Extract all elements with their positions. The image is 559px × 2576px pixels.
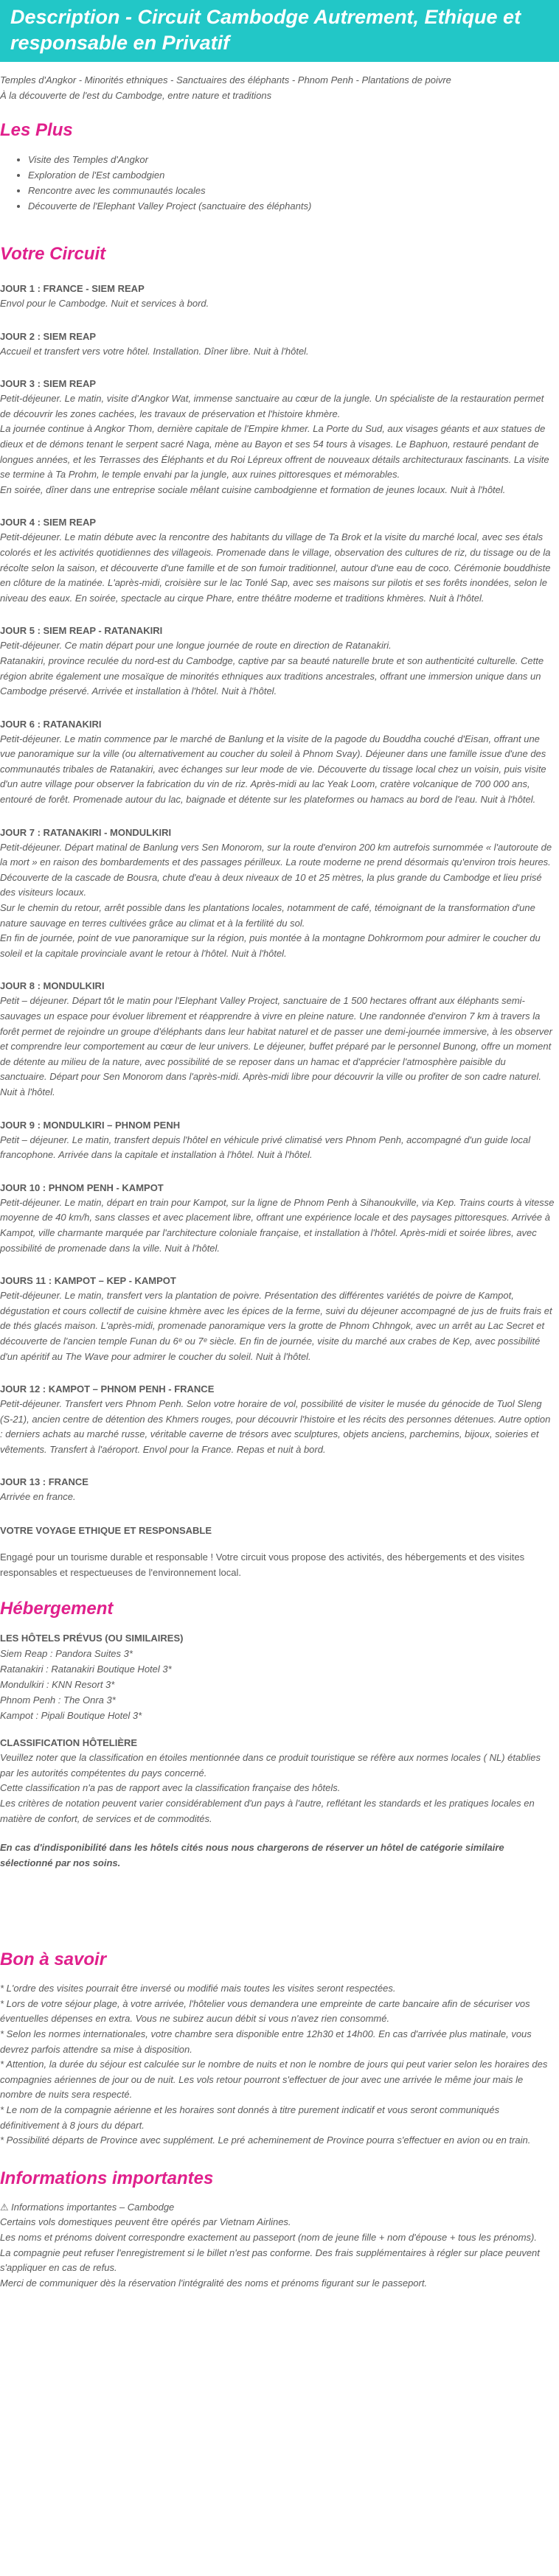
day-text: Ratanakiri, province reculée du nord-est du Cambodge, captive par sa beauté naturelle brute et son authenticité culturelle. Cette région abrite également une mosaïque de minorités ethniques aux traditions ancestrales, offrant une immersion unique dans un Cambodge préservé. Arrivée et installation à l'hôtel. Nuit à l'hôtel. [0, 655, 544, 697]
page-title: Description - Circuit Cambodge Autrement, Ethique et responsable en Privatif [0, 0, 559, 62]
day-block [0, 717, 555, 808]
intro [0, 72, 555, 103]
day-title: JOUR 8 : MONDULKIRI [0, 980, 105, 992]
info-item: Certains vols domestiques peuvent être opérés par Vietnam Airlines. [0, 2216, 291, 2228]
day-text: Petit-déjeuner. Le matin, visite d'Angkor Wat, immense sanctuaire au cœur de la jungle. Un spécialiste de la restauration permet de découvrir les zones cachées, les travaux de préservation et l'histoire khmère. [0, 393, 544, 419]
day-text: Sur le chemin du retour, arrêt possible dans les plantations locales, notamment de café, témoignant de la transformation d'une nature sauvage en terres cultivées grâce au climat et à la fertilité du sol. [0, 902, 535, 929]
day-text: Arrivée en france. [0, 1491, 76, 1503]
list-item: • Visite des Temples d'Angkor [28, 152, 555, 167]
day-text: Petit-déjeuner. Le matin, transfert vers la plantation de poivre. Présentation des différentes variétés de poivre de Kampot, dégustation et cours collectif de cuisine khmère avec les épices de la ferme, suivi du déjeuner accompagné de jus de fruits frais et de thés glacés maison. L'après-midi, promenade panoramique vers la grotte de Phnom Chhngok, avec un arrêt au Lac Secret et découverte de l'ancien temple Funan du 6ᵉ ou 7ᵉ siècle. En fin de journée, visite du marché aux crabes de Kep, avec possibilité d'un apéritif au The Wave pour admirer le coucher du soleil. Nuit à l'hôtel. [0, 1290, 552, 1362]
hotels-list [0, 1646, 555, 1723]
day-block [0, 1181, 555, 1256]
classification-text [0, 1751, 555, 1826]
hebergement-heading: Hébergement [0, 1599, 114, 1619]
content [0, 72, 559, 2291]
day-title: JOUR 2 : SIEM REAP [0, 330, 97, 342]
day-text: En fin de journée, point de vue panoramique sur la région, puis montée à la montagne Dohkrormom pour admirer le coucher du soleil et la capitale provinciale avant le retour à l'hôtel. Nuit à l'hôtel. [0, 932, 541, 959]
day-text: Petit-déjeuner. Le matin débute avec la rencontre des habitants du village de Ta Brok et la visite du marché local, avec ses étals colorés et les activités quotidiennes des villageois. Promenade dans le village, observation des cultures de riz, du tissage ou de la récolte selon la saison, et découverte d'une famille et de son fumoir traditionnel, autour d'une eau de coco. Cérémonie bouddhiste en clôture de la matinée. L'après-midi, croisière sur le lac Tonlé Sap, avec ses maisons sur pilotis et ses forêts inondées, selon le niveau des eaux. En soirée, spectacle au cirque Phare, entre théâtre moderne et traditions khmères. Nuit à l'hôtel. [0, 531, 551, 604]
day-title: JOUR 3 : SIEM REAP [0, 378, 97, 390]
info-item: ⚠ Informations importantes – Cambodge [0, 2201, 175, 2213]
day-text: En soirée, dîner dans une entreprise sociale mêlant cuisine cambodgienne et formation de jeunes locaux. Nuit à l'hôtel. [0, 484, 506, 495]
intro-line: Temples d'Angkor - Minorités ethniques - Sanctuaires des éléphants - Phnom Penh - Plantations de poivre [0, 74, 451, 85]
hotel-item: Mondulkiri : KNN Resort 3* [0, 1679, 115, 1691]
hotel-item: Phnom Penh : The Onra 3* [0, 1694, 116, 1706]
hotels-title: LES HÔTELS PRÉVUS (OU SIMILAIRES) [0, 1633, 184, 1644]
note-item: * Possibilité départs de Province avec supplément. Le pré acheminement de Province pourra s'effectuer en avion ou en train. [0, 2135, 531, 2146]
bon-a-savoir-heading: Bon à savoir [0, 1950, 107, 1970]
note-item: * Selon les normes internationales, votre chambre sera disponible entre 12h30 et 14h00. En cas d'arrivée plus matinale, vous devrez parfois attendre sa mise à disposition. [0, 2028, 532, 2055]
classification-line: Les critères de notation peuvent varier considérablement d'un pays à l'autre, reflétant les standards et les pratiques locales en matière de confort, de services et de commodités. [0, 1798, 535, 1824]
day-title: JOUR 7 : RATANAKIRI - MONDULKIRI [0, 826, 172, 838]
days-list [0, 282, 555, 1505]
classification-line: Veuillez noter que la classification en étoiles mentionnée dans ce produit touristique se réfère aux normes locales ( NL) établies par les autorités compétentes du pays concerné. [0, 1752, 541, 1779]
day-block [0, 1382, 555, 1457]
day-block [0, 1274, 555, 1364]
list-item: • Rencontre avec les communautés locales [28, 183, 555, 198]
day-block [0, 329, 555, 360]
day-block [0, 377, 555, 498]
day-title: JOUR 6 : RATANAKIRI [0, 718, 102, 730]
informations-heading: Informations importantes [0, 2168, 214, 2188]
info-item: Les noms et prénoms doivent correspondre exactement au passeport (nom de jeune fille + nom d'épouse + tous les prénoms). [0, 2231, 537, 2243]
day-text: Petit-déjeuner. Transfert vers Phnom Penh. Selon votre horaire de vol, possibilité de visiter le musée du génocide de Tuol Sleng (S-21), ancien centre de détention des Khmers rouges, pour découvrir l'histoire et les récits des personnes détenues. Autre option : derniers achats au marché russe, véritable caverne de trésors avec sculptures, objets anciens, parchemins, bijoux, soieries et vêtements. Transfert à l'aéroport. Envol pour la France. Repas et nuit à bord. [0, 1398, 551, 1455]
day-block [0, 282, 555, 312]
note-item: * L'ordre des visites pourrait être inversé ou modifié mais toutes les visites seront respectées. [0, 1983, 396, 1994]
voyage-title: VOTRE VOYAGE ETHIQUE ET RESPONSABLE [0, 1525, 212, 1537]
day-text: Petit-déjeuner. Le matin, départ en train pour Kampot, sur la ligne de Phnom Penh à Sihanoukville, via Kep. Trains courts à vitesse moyenne de 40 km/h, sans classes et avec placement libre, offrant une expérience locale et des paysages pittoresques. Arrivée à Kampot, ville charmante marquée par l'architecture coloniale française, et installation à l'hôtel. Après-midi et soirée libres, avec possibilité de promenade dans la ville. Nuit à l'hôtel. [0, 1196, 555, 1254]
classification-title: CLASSIFICATION HÔTELIÈRE [0, 1737, 138, 1749]
day-block [0, 1118, 555, 1163]
day-block [0, 515, 555, 606]
day-text: Petit – déjeuner. Départ tôt le matin pour l'Elephant Valley Project, sanctuaire de 1 500 hectares offrant aux éléphants semi-sauvages un espace pour évoluer librement et réapprendre à vivre en pleine nature. Une randonnée d'environ 7 km à travers la forêt permet de rejoindre un groupe d'éléphants dans leur habitat naturel et de passer une demi-journée immersive, à les observer et comprendre leur comportement au cœur de leur univers. Le déjeuner, buffet préparé par le personnel Bunong, offre un moment de détente au milieu de la nature, avec possibilité de se reposer dans un hamac et d'apprécier l'atmosphère paisible du sanctuaire. Départ pour Sen Monorom dans l'après-midi. Après-midi libre pour découvrir la ville ou profiter de son cadre naturel. Nuit à l'hôtel. [0, 995, 552, 1097]
day-block [0, 979, 555, 1100]
availability-warning: En cas d'indisponibilité dans les hôtels cités nous nous chargerons de réserver un hôtel de catégorie similaire sélectionné par nos soins. [0, 1842, 504, 1869]
day-title: JOURS 11 : KAMPOT – KEP - KAMPOT [0, 1275, 176, 1287]
day-block [0, 624, 555, 699]
day-text: Petit – déjeuner. Le matin, transfert depuis l'hôtel en véhicule privé climatisé vers Phnom Penh, accompagné d'un guide local francophone. Arrivée dans la capitale et installation à l'hôtel. Nuit à l'hôtel. [0, 1134, 531, 1161]
day-text: La journée continue à Angkor Thom, dernière capitale de l'Empire khmer. La Porte du Sud, aux visages géants et aux statues de dieux et de démons tenant le serpent sacré Naga, mène au Bayon et ses 54 tours à visages. Le Baphuon, restauré pendant de longues années, et les Terrasses des Éléphants et du Roi Lépreux offrent de nouveaux détails architecturaux fascinants. La visite se termine à Ta Prohm, le temple envahi par la jungle, aux ruines pittoresques et mémorables. [0, 423, 549, 481]
day-title: JOUR 9 : MONDULKIRI – PHNOM PENH [0, 1119, 181, 1131]
day-title: JOUR 5 : SIEM REAP - RATANAKIRI [0, 625, 163, 637]
day-title: JOUR 1 : FRANCE - SIEM REAP [0, 283, 145, 294]
day-block [0, 825, 555, 962]
day-title: JOUR 12 : KAMPOT – PHNOM PENH - FRANCE [0, 1383, 215, 1395]
note-item: * Lors de votre séjour plage, à votre arrivée, l'hôtelier vous demandera une empreinte de carte bancaire afin de sécuriser vos éventuelles dépenses en extra. Vous ne subirez aucun débit si vous n'avez rien consommé. [0, 1997, 530, 2025]
day-title: JOUR 13 : FRANCE [0, 1476, 88, 1488]
hotel-item: Siem Reap : Pandora Suites 3* [0, 1648, 133, 1660]
day-text: Petit-déjeuner. Départ matinal de Banlung vers Sen Monorom, sur la route d'environ 200 km autrefois surnommée « l'autoroute de la mort » en raison des bombardements et des passages périlleux. La route moderne ne prend désormais qu'environ trois heures. Découverte de la cascade de Bousra, chute d'eau à deux niveaux de 10 et 25 mètres, la plus grande du Cambodge et lieu prisé des visiteurs locaux. [0, 841, 552, 898]
les-plus-list [0, 152, 555, 214]
classification-line: Cette classification n'a pas de rapport avec la classification française des hôtels. [0, 1782, 341, 1794]
circuit-heading: Votre Circuit [0, 244, 106, 264]
hotel-item: Ratanakiri : Ratanakiri Boutique Hotel 3* [0, 1664, 172, 1675]
list-item: • Exploration de l'Est cambodgien [28, 167, 555, 183]
spacer [0, 1871, 555, 1933]
day-text: Accueil et transfert vers votre hôtel. Installation. Dîner libre. Nuit à l'hôtel. [0, 345, 309, 357]
les-plus-heading: Les Plus [0, 120, 73, 140]
note-item: * Le nom de la compagnie aérienne et les horaires sont donnés à titre purement indicatif et vous seront communiqués définitivement à 8 jours du départ. [0, 2104, 500, 2131]
hotel-item: Kampot : Pipali Boutique Hotel 3* [0, 1710, 142, 1722]
day-text: Petit-déjeuner. Ce matin départ pour une longue journée de route en direction de Ratanakiri. [0, 640, 392, 652]
note-item: * Attention, la durée du séjour est calculée sur le nombre de nuits et non le nombre de jours qui peut varier selon les horaires des compagnies aériennes de jour ou de nuit. Les vols retour pourront s'effectuer de jour avec une arrivée le même jour mais le nombre de nuits sera respecté. [0, 2059, 548, 2101]
day-text: Petit-déjeuner. Le matin commence par le marché de Banlung et la visite de la pagode du Bouddha couché d'Eisan, offrant une vue panoramique sur la ville (ou alternativement au coucher du soleil à Phnom Svay). Déjeuner dans une famille issue d'une des communautés tribales de Ratanakiri, avec échanges sur leur mode de vie. Découverte du tissage local chez un voisin, puis visite d'un autre village pour observer la fabrication du vin de riz. Après-midi au lac Yeak Loom, cratère volcanique de 700 000 ans, entouré de forêt. Promenade autour du lac, baignade et détente sur les plateformes ou hamacs au bord de l'eau. Nuit à l'hôtel. [0, 733, 546, 806]
day-block [0, 1475, 555, 1505]
informations-list [0, 2200, 555, 2291]
day-title: JOUR 10 : PHNOM PENH - KAMPOT [0, 1181, 164, 1193]
day-title: JOUR 4 : SIEM REAP [0, 517, 97, 528]
voyage-text: Engagé pour un tourisme durable et responsable ! Votre circuit vous propose des activités, des hébergements et des visites responsables et respectueuses de l'environnement local. [0, 1551, 525, 1578]
bon-a-savoir-list [0, 1981, 555, 2149]
info-item: Merci de communiquer dès la réservation l'intégralité des noms et prénoms figurant sur le passeport. [0, 2277, 428, 2289]
list-item: • Découverte de l'Elephant Valley Project (sanctuaire des éléphants) [28, 198, 555, 214]
info-item: La compagnie peut refuser l'enregistrement si le billet n'est pas conforme. Des frais supplémentaires à régler sur place peuvent s'appliquer en cas de refus. [0, 2247, 540, 2274]
day-text: Envol pour le Cambodge. Nuit et services à bord. [0, 298, 209, 309]
intro-line: À la découverte de l'est du Cambodge, entre nature et traditions [0, 90, 272, 101]
